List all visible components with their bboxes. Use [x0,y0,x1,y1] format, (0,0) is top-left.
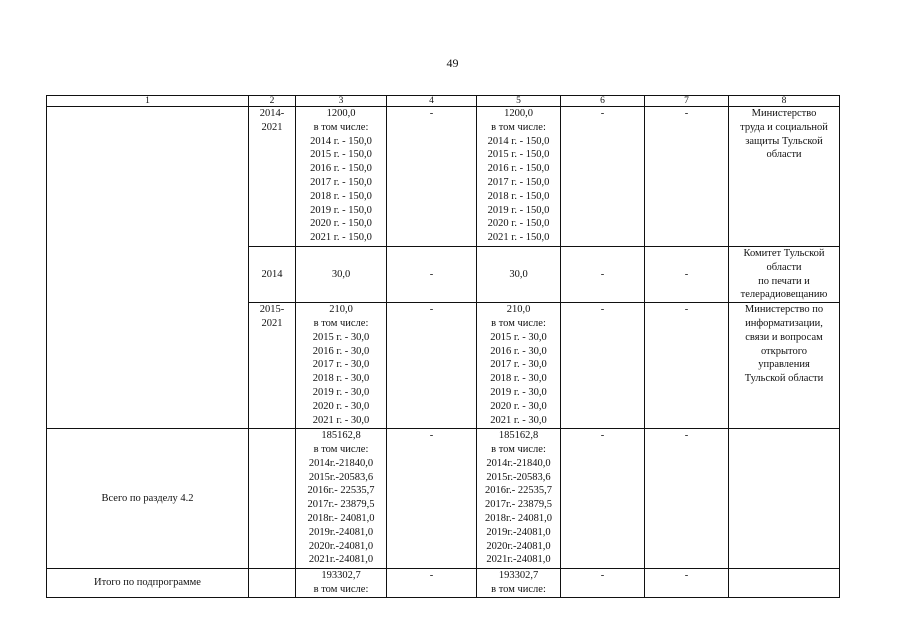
amount-line: 30,0 [509,268,528,280]
col6-cell [561,247,645,303]
col7-cell [645,569,729,598]
amount-line: 2021г.-24081,0 [486,554,551,566]
amount-line: 2021 г. - 30,0 [312,414,370,426]
subprogram-total-label: Итого по подпрограмме [47,569,249,598]
col5-cell [477,429,561,569]
amount-line: в том числе: [313,317,369,329]
amount-line: 2019г.-24081,0 [308,526,374,538]
subprogram-total-row [47,569,840,598]
amount-line: 2017г.- 23879,5 [485,499,552,511]
amount-line: 30,0 [331,268,351,280]
total-funding-cell [296,303,387,429]
amount-line: 2020 г. - 30,0 [312,400,370,412]
header-cell: 6 [561,96,645,107]
amount-line: 2020 г. - 150,0 [487,218,550,230]
col5-cell [477,569,561,598]
amount-line: в том числе: [313,121,369,133]
dash: - [684,108,689,119]
amount-line: в том числе: [313,443,369,455]
amount-line: в том числе: [491,317,546,329]
col4-cell [387,429,477,569]
amount-line: 2019 г. - 150,0 [487,204,550,216]
section-total-label: Всего по разделу 4.2 [47,429,249,569]
executor-line: Тульской области [744,373,824,385]
section-total-row [47,429,840,569]
executor-line: Министерство по [744,304,824,316]
dash: - [429,108,434,119]
executor-line: информатизации, [745,317,823,329]
amount-line: 2021 г. - 150,0 [310,232,372,244]
executor-line: Комитет Тульской [743,248,825,259]
executor-cell [729,569,840,598]
amount-line: 210,0 [506,304,531,316]
dash: - [684,570,689,582]
dash: - [429,304,434,316]
executor-line: области [766,149,802,161]
col6-cell [561,303,645,429]
amount-line: 2015 г. - 150,0 [310,149,372,161]
col5-cell [477,247,561,303]
header-row [47,96,840,107]
amount-line: 2014 г. - 150,0 [310,135,372,147]
amount-line: 2021г.-24081,0 [308,554,374,566]
col7-cell [645,303,729,429]
amount-line: 210,0 [329,304,353,316]
executor-cell [729,247,840,303]
amount-line: 2017 г. - 150,0 [310,176,372,188]
amount-line: 2016 г. - 30,0 [312,345,370,357]
amount-line: 2016 г. - 150,0 [487,163,550,175]
dash: - [684,304,689,316]
executor-line: защиты Тульской [745,135,823,147]
amount-line: 2019 г. - 30,0 [312,386,370,398]
amount-line: 2016 г. - 150,0 [310,163,372,175]
period-cell [249,107,296,247]
period-line: 2014- [259,108,285,119]
amount-line: 1200,0 [504,108,533,119]
amount-line: 2018 г. - 30,0 [490,373,547,385]
executor-cell [729,429,840,569]
period-cell [249,569,296,598]
header-cell: 4 [387,96,477,107]
executor-line: труда и социальной [740,121,828,133]
header-cell: 5 [477,96,561,107]
amount-line: 2017 г. - 150,0 [487,176,550,188]
period-line: 2021 [261,317,283,329]
amount-line: 185162,8 [498,430,539,442]
col6-cell [561,107,645,247]
col4-cell [387,303,477,429]
executor-cell [729,303,840,429]
amount-line: 2020г.-24081,0 [308,540,374,552]
executor-line: управления [758,359,810,371]
table-row [47,107,840,247]
col4-cell [387,107,477,247]
dash: - [600,108,605,119]
period-line: 2014 [261,268,283,280]
amount-line: 193302,7 [321,570,361,582]
total-funding-cell [296,247,387,303]
header-cell: 2 [249,96,296,107]
amount-line: 193302,7 [498,570,539,582]
amount-line: 2018 г. - 30,0 [312,373,370,385]
amount-line: 2018г.- 24081,0 [485,512,552,524]
executor-line: телерадиовещанию [740,289,828,301]
period-cell [249,247,296,303]
amount-line: 2018г.- 24081,0 [307,512,375,524]
col6-cell [561,429,645,569]
dash: - [429,268,434,280]
col7-cell [645,107,729,247]
amount-line: 2016г.- 22535,7 [485,485,552,497]
amount-line: 2020 г. - 30,0 [490,400,547,412]
header-cell: 8 [729,96,840,107]
amount-line: 2015 г. - 150,0 [487,149,550,161]
amount-line: 2021 г. - 150,0 [487,232,550,244]
amount-line: в том числе: [491,583,546,595]
col4-cell [387,247,477,303]
executor-line: открытого [760,345,808,357]
amount-line: 2015г.-20583,6 [308,471,374,483]
dash: - [600,430,605,442]
budget-table [46,95,840,598]
event-name-cell [47,107,249,429]
executor-cell [729,107,840,247]
header-cell: 1 [47,96,249,107]
amount-line: 2019г.-24081,0 [486,526,551,538]
amount-line: 2020г.-24081,0 [486,540,551,552]
amount-line: 2014г.-21840,0 [486,457,551,469]
header-cell: 7 [645,96,729,107]
amount-line: 1200,0 [326,108,356,119]
executor-line: Министерство [751,108,817,119]
executor-line: связи и вопросам [745,331,823,343]
amount-line: 2019 г. - 30,0 [490,386,547,398]
amount-line: 2019 г. - 150,0 [310,204,372,216]
amount-line: в том числе: [491,121,546,133]
amount-line: 2015 г. - 30,0 [490,331,547,343]
dash: - [684,268,689,280]
col4-cell [387,569,477,598]
dash: - [600,304,605,316]
col7-cell [645,429,729,569]
amount-line: 2018 г. - 150,0 [487,190,550,202]
amount-line: 2016 г. - 30,0 [490,345,547,357]
amount-line: 2014 г. - 150,0 [487,135,550,147]
col7-cell [645,247,729,303]
executor-line: по печати и [758,275,810,287]
col6-cell [561,569,645,598]
amount-line: 2018 г. - 150,0 [310,190,372,202]
col5-cell [477,107,561,247]
amount-line: в том числе: [313,583,369,595]
amount-line: 2017г.- 23879,5 [307,499,375,511]
amount-line: 2015г.-20583,6 [486,471,551,483]
period-cell [249,429,296,569]
page-number: 49 [446,56,459,70]
dash: - [429,570,434,582]
amount-line: 2014г.-21840,0 [308,457,374,469]
amount-line: 185162,8 [321,430,361,442]
amount-line: 2020 г. - 150,0 [310,218,372,230]
dash: - [600,570,605,582]
dash: - [684,430,689,442]
period-line: 2021 [261,121,283,133]
total-funding-cell [296,107,387,247]
total-funding-cell [296,569,387,598]
total-funding-cell [296,429,387,569]
period-cell [249,303,296,429]
header-cell: 3 [296,96,387,107]
period-line: 2015- [259,304,285,316]
amount-line: 2015 г. - 30,0 [312,331,370,343]
dash: - [429,430,434,442]
executor-line: области [766,261,802,273]
amount-line: 2017 г. - 30,0 [490,359,547,371]
amount-line: в том числе: [491,443,546,455]
dash: - [600,268,605,280]
amount-line: 2017 г. - 30,0 [312,359,370,371]
col5-cell [477,303,561,429]
amount-line: 2016г.- 22535,7 [307,485,375,497]
amount-line: 2021 г. - 30,0 [490,414,547,426]
